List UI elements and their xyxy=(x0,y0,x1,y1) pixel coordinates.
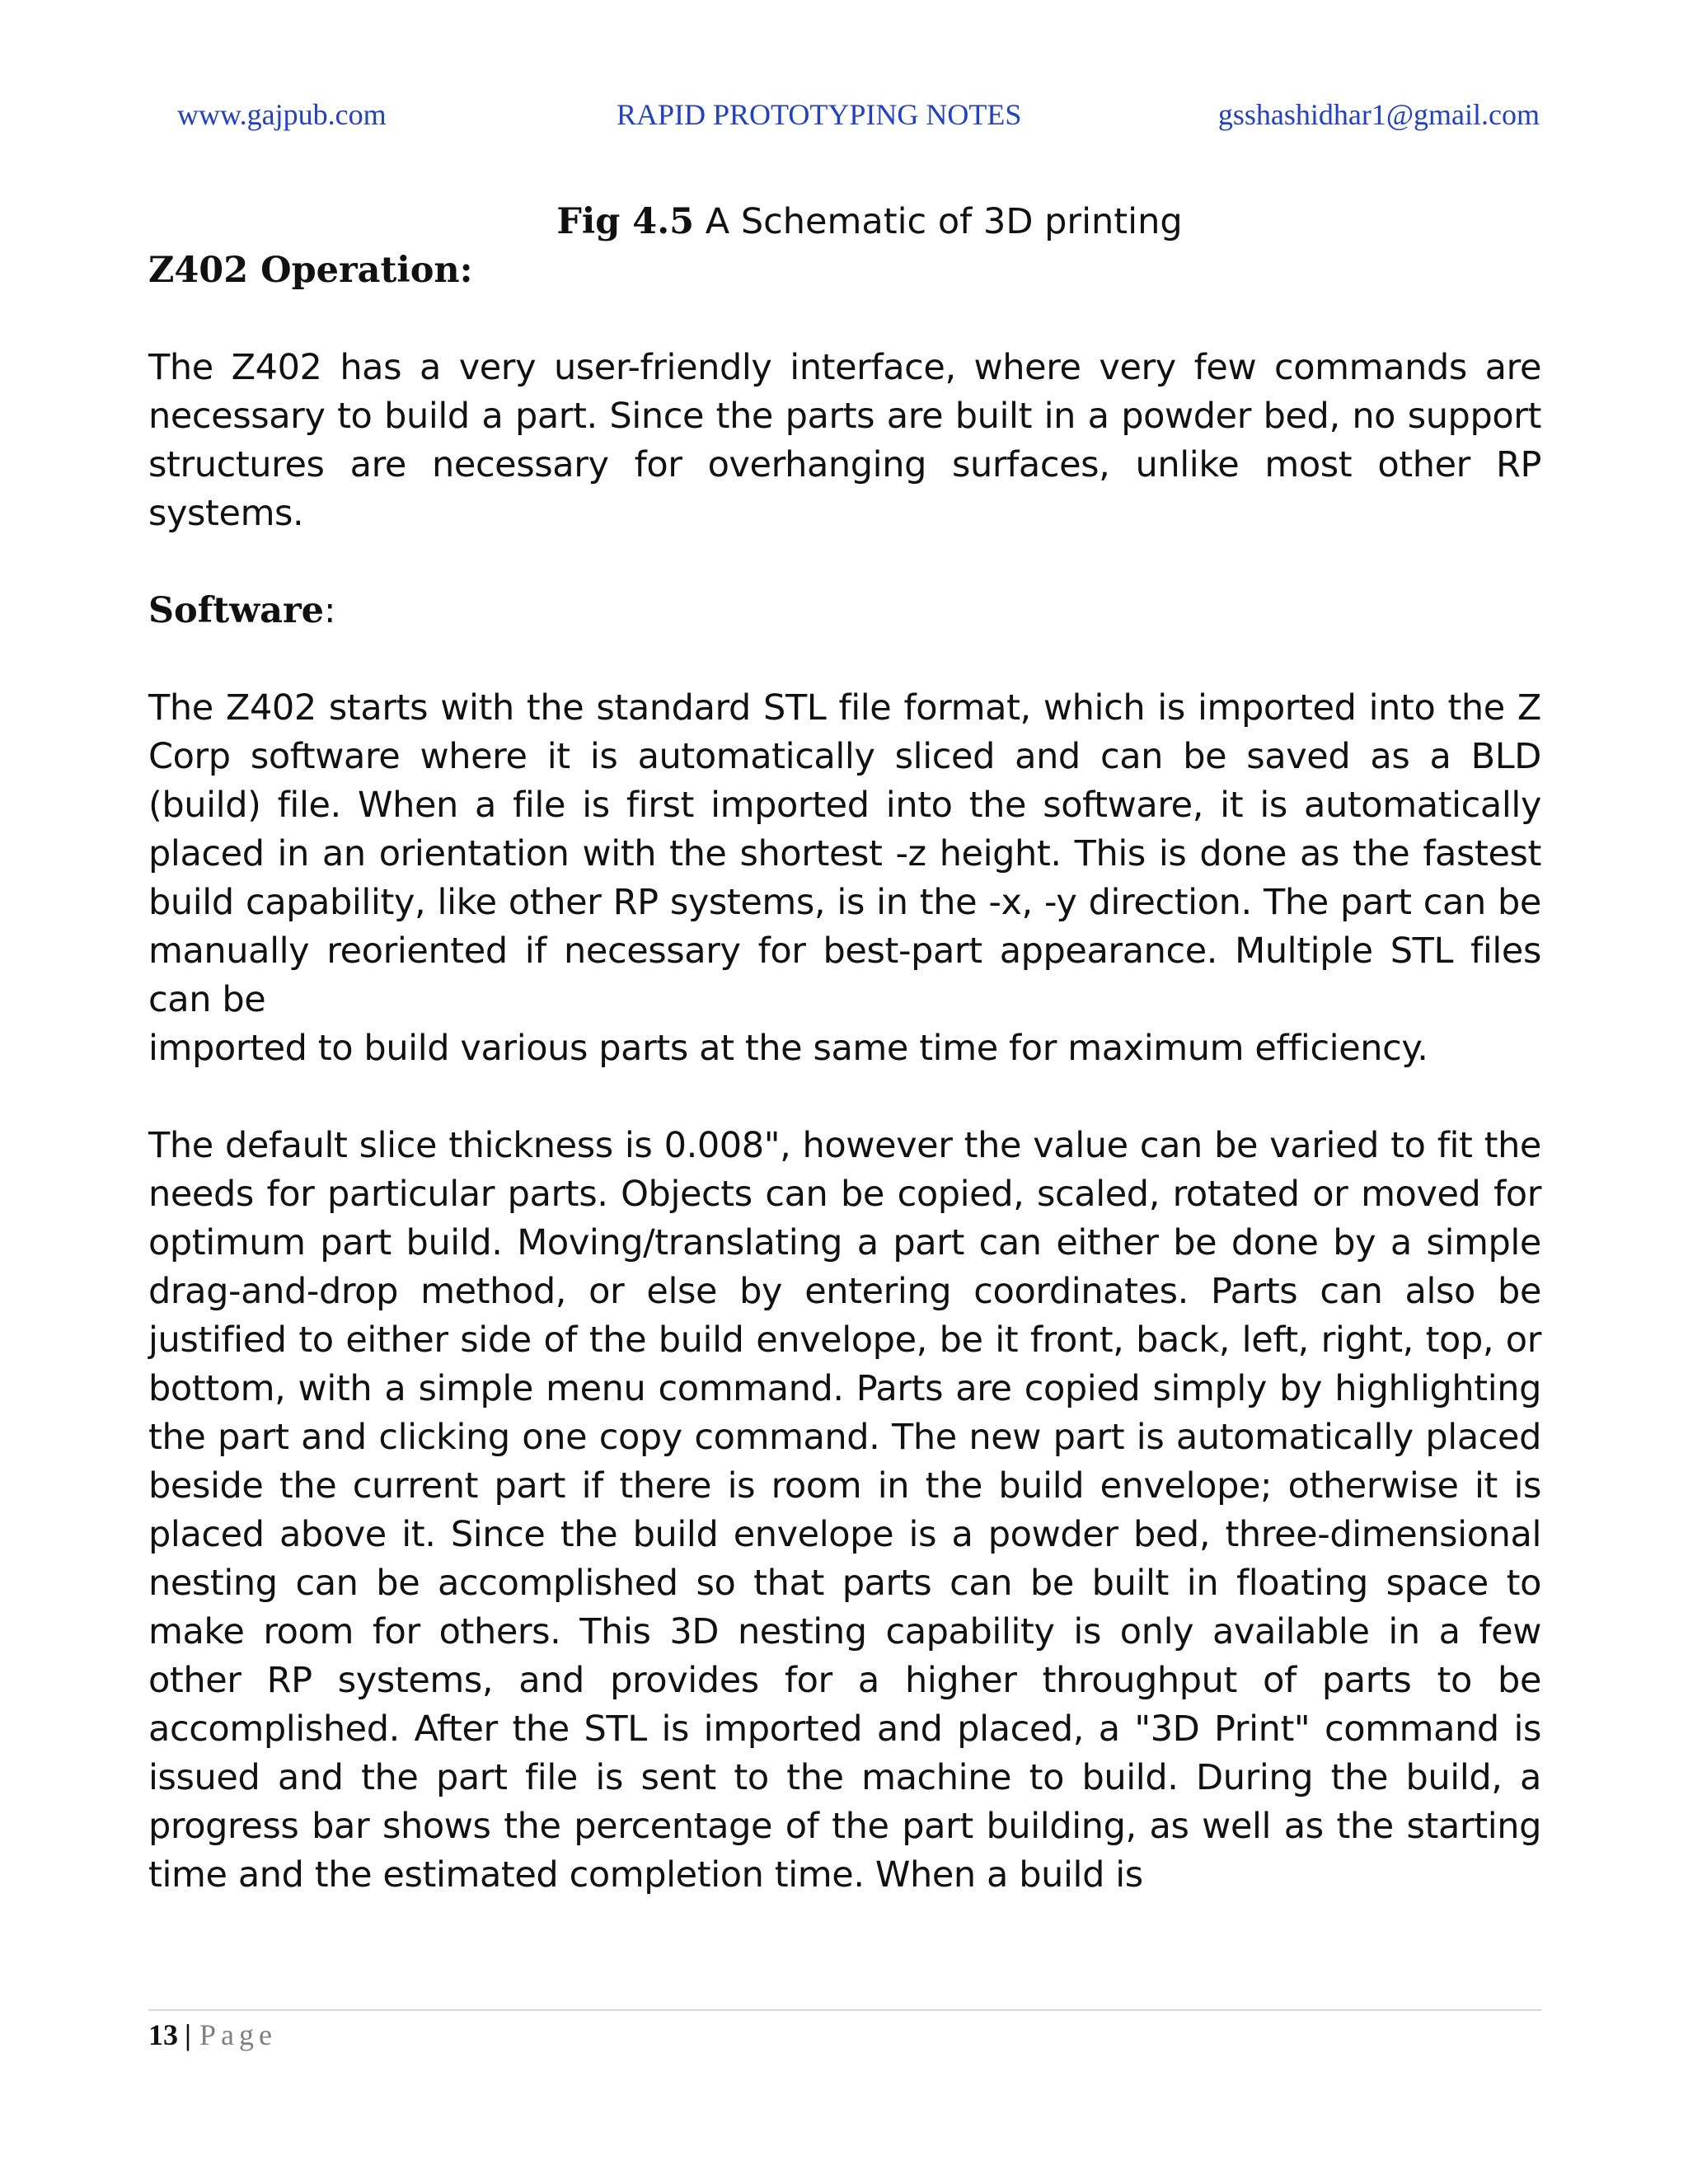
figure-caption xyxy=(148,198,1541,246)
page-content xyxy=(148,198,1541,1900)
page-number: 13 xyxy=(148,2018,178,2051)
section-heading-operation: Z402 Operation: xyxy=(148,250,473,291)
header-title: RAPID PROTOTYPING NOTES xyxy=(617,98,1022,131)
footer-separator: | xyxy=(185,2018,191,2051)
header-email: gsshashidhar1@gmail.com xyxy=(1217,98,1540,131)
header-website: www.gajpub.com xyxy=(177,98,387,131)
page-footer xyxy=(148,2018,277,2052)
page-label: Page xyxy=(199,2018,277,2051)
figure-caption-text: A Schematic of 3D printing xyxy=(694,201,1183,242)
page-header xyxy=(0,97,1688,138)
figure-label: Fig 4.5 xyxy=(556,201,695,242)
paragraph-software-2: imported to build various parts at the same time for maximum efficiency. xyxy=(148,1028,1428,1069)
paragraph-software-1: The Z402 starts with the standard STL file format, which is imported into the Z Corp software where it is automatically sliced and can be saved as a BLD (build) file. When a file is first imported into the software, it is automatically placed in an orientation with the shortest -z height. This is done as the fastest build capability, like other RP systems, is in the -x, -y direction. The part can be manually reoriented if necessary for best-part appearance. Multiple STL files can be xyxy=(148,687,1541,1020)
paragraph-operation: The Z402 has a very user-friendly interface, where very few commands are necessary to build a part. Since the parts are built in a powder bed, no support structures are necessary for overhanging surfaces, unlike most other RP systems. xyxy=(148,347,1541,534)
section-heading-software-text: Software xyxy=(148,590,324,631)
section-heading-software xyxy=(148,587,1541,635)
section-heading-software-colon: : xyxy=(323,590,336,631)
footer-divider xyxy=(148,2009,1541,2011)
paragraph-software-3: The default slice thickness is 0.008", however the value can be varied to fit the needs for particular parts. Objects can be copied, scaled, rotated or moved for optimum part build. Moving/translating a part can either be done by a simple drag-and-drop method, or else by entering coordinates. Parts can also be justified to either side of the build envelope, be it front, back, left, right, top, or bottom, with a simple menu command. Parts are copied simply by highlighting the part and clicking one copy command. The new part is automatically placed beside the current part if there is room in the build envelope; otherwise it is placed above it. Since the build envelope is a powder bed, three-dimensional nesting can be accomplished so that parts can be built in floating space to make room for others. This 3D nesting capability is only available in a few other RP systems, and provides for a higher throughput of parts to be accomplished. After the STL is imported and placed, a "3D Print" command is issued and the part file is sent to the machine to build. During the build, a progress bar shows the percentage of the part building, as well as the starting time and the estimated completion time. When a build is xyxy=(148,1125,1541,1896)
